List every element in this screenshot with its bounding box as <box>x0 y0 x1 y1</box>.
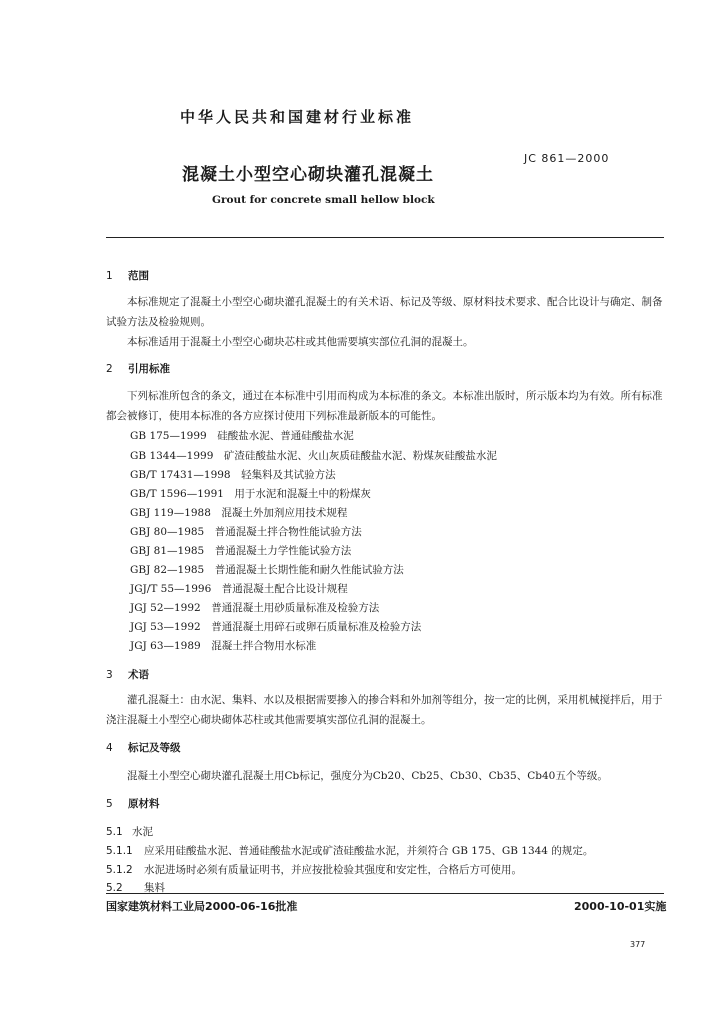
subsection-5-1: 5.1 水泥 <box>106 826 153 838</box>
reference-item: GBJ 119—1988 混凝土外加剂应用技术规程 <box>130 507 348 519</box>
org-title: 中华人民共和国建材行业标准 <box>180 108 415 126</box>
reference-item: GB/T 1596—1991 用于水泥和混凝土中的粉煤灰 <box>130 488 371 500</box>
reference-item: JGJ 53—1992 普通混凝土用碎石或卵石质量标准及检验方法 <box>130 621 422 633</box>
section-1-para-2: 本标准适用于混凝土小型空心砌块芯柱或其他需要填实部位孔洞的混凝土。 <box>127 336 474 348</box>
section-4-para-1: 混凝土小型空心砌块灌孔混凝土用Cb标记，强度分为Cb20、Cb25、Cb30、Cb35、Cb40五个等级。 <box>127 770 608 782</box>
standard-title-cn: 混凝土小型空心砌块灌孔混凝土 <box>182 165 434 185</box>
section-2-para-1: 下列标准所包含的条文，通过在本标准中引用而构成为本标准的条文。本标准出版时，所示版本均为有效。所有标准都会被修订，使用本标准的各方应探讨使用下列标准最新版本的可能性。 <box>106 390 663 422</box>
standard-title-en: Grout for concrete small hellow block <box>212 194 435 206</box>
reference-item: GB 1344—1999 矿渣硅酸盐水泥、火山灰质硅酸盐水泥、粉煤灰硅酸盐水泥 <box>130 450 497 462</box>
implementation-date: 2000-10-01实施 <box>574 900 667 913</box>
subsection-5-1-2: 5.1.2 水泥进场时必须有质量证明书，并应按批检验其强度和安定性，合格后方可使用。 <box>106 864 522 876</box>
section-3-heading: 3 术语 <box>106 669 149 681</box>
standard-code: JC 861—2000 <box>524 152 610 165</box>
section-2-heading: 2 引用标准 <box>106 363 170 375</box>
approval-info: 国家建筑材料工业局2000-06-16批准 <box>106 900 298 913</box>
reference-item: GB 175—1999 硅酸盐水泥、普通硅酸盐水泥 <box>130 430 354 442</box>
reference-item: GBJ 82—1985 普通混凝土长期性能和耐久性能试验方法 <box>130 564 404 576</box>
reference-item: GBJ 80—1985 普通混凝土拌合物性能试验方法 <box>130 526 362 538</box>
footer-rule <box>106 893 664 894</box>
section-4-heading: 4 标记及等级 <box>106 742 181 754</box>
reference-item: GB/T 17431—1998 轻集料及其试验方法 <box>130 469 336 481</box>
section-1-heading: 1 范围 <box>106 270 149 282</box>
section-5-heading: 5 原材料 <box>106 798 160 810</box>
page-number: 377 <box>630 940 646 949</box>
section-1-para-1: 本标准规定了混凝土小型空心砌块灌孔混凝土的有关术语、标记及等级、原材料技术要求、配合比设计与确定、制备试验方法及检验规则。 <box>106 296 663 328</box>
subsection-5-2: 5.2 集料 <box>106 882 165 894</box>
section-3-para-1: 灌孔混凝土：由水泥、集料、水以及根据需要掺入的掺合料和外加剂等组分，按一定的比例，采用机械搅拌后，用于浇注混凝土小型空心砌块砌体芯柱或其他需要填实部位孔洞的混凝土。 <box>106 694 663 726</box>
subsection-5-1-1: 5.1.1 应采用硅酸盐水泥、普通硅酸盐水泥或矿渣硅酸盐水泥，并须符合 GB 175、GB 1344 的规定。 <box>106 845 594 857</box>
reference-item: JGJ/T 55—1996 普通混凝土配合比设计规程 <box>130 583 348 595</box>
reference-item: JGJ 63—1989 混凝土拌合物用水标准 <box>130 640 317 652</box>
reference-item: JGJ 52—1992 普通混凝土用砂质量标准及检验方法 <box>130 602 380 614</box>
reference-item: GBJ 81—1985 普通混凝土力学性能试验方法 <box>130 545 352 557</box>
top-rule <box>106 237 664 238</box>
